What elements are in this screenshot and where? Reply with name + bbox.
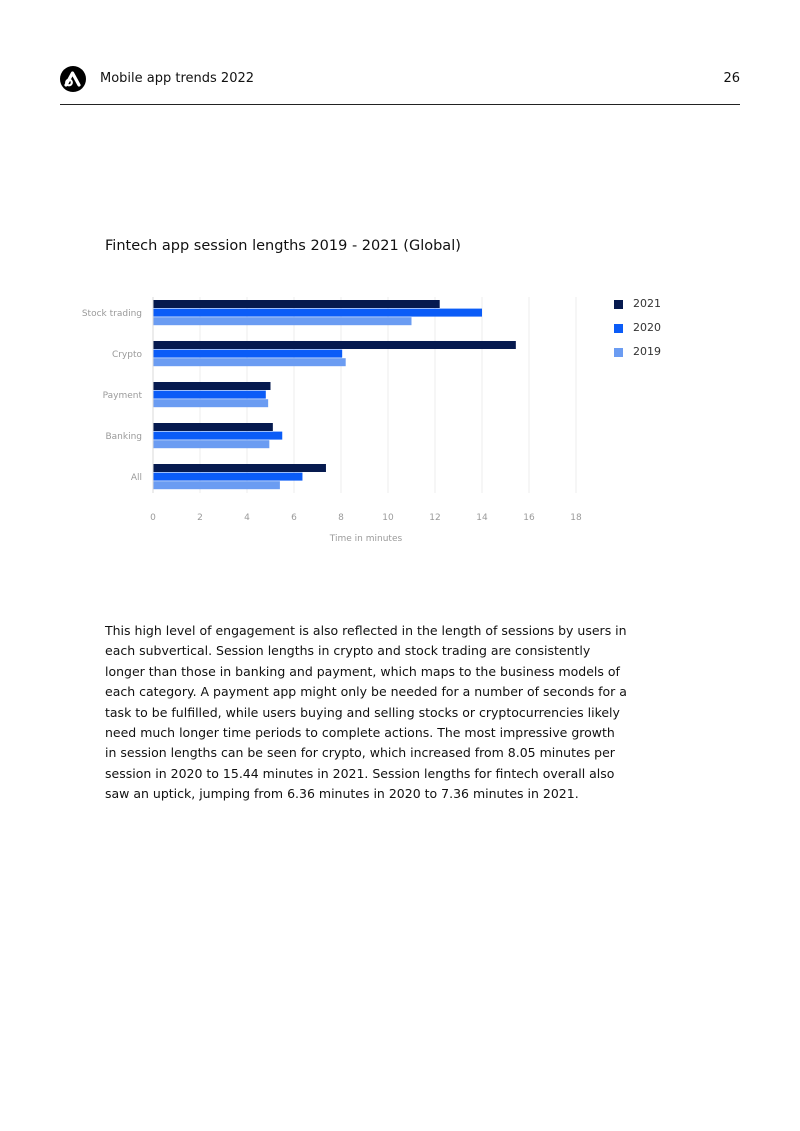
x-tick-label: 12: [429, 513, 441, 523]
bar-2019: [154, 358, 346, 366]
x-tick-label: 14: [476, 513, 488, 523]
chart-title: Fintech app session lengths 2019 - 2021 (Global): [105, 238, 461, 254]
bar-2019: [154, 481, 280, 489]
x-tick-label: 4: [244, 513, 250, 523]
bar-2021: [154, 341, 516, 349]
x-tick-label: 6: [291, 513, 297, 523]
page-number: 26: [723, 71, 740, 86]
header-divider: [60, 104, 740, 105]
x-tick-label: 0: [150, 513, 156, 523]
x-tick-label: 8: [338, 513, 344, 523]
legend-swatch: [614, 300, 623, 309]
bar-2021: [154, 300, 440, 308]
legend-swatch: [614, 348, 623, 357]
body-paragraph: This high level of engagement is also reflected in the length of sessions by users in each subvertical. Session lengths in crypto and stock trading are consistently longer than those in banking and payment, which maps to the business models of each category. A payment app might only be needed for a number of seconds for a task to be fulfilled, while users buying and selling stocks or cryptocurrencies likely need much longer time periods to complete actions. The most impressive growth in session lengths can be seen for crypto, which increased from 8.05 minutes per session in 2020 to 15.44 minutes in 2021. Session lengths for fintech overall also saw an uptick, jumping from 6.36 minutes in 2020 to 7.36 minutes in 2021.: [105, 623, 627, 802]
bar-2019: [154, 317, 412, 325]
bar-2021: [154, 464, 326, 472]
bar-2020: [154, 473, 303, 481]
category-label: All: [130, 472, 142, 483]
bar-2020: [154, 350, 343, 358]
category-label: Banking: [105, 431, 142, 442]
bar-2021: [154, 382, 271, 390]
bar-2020: [154, 432, 283, 440]
bar-2020: [154, 309, 483, 317]
x-axis-label: Time in minutes: [329, 534, 403, 544]
x-tick-label: 16: [523, 513, 535, 523]
x-tick-label: 2: [197, 513, 203, 523]
category-label: Payment: [102, 390, 142, 401]
category-label: Crypto: [111, 349, 142, 360]
bar-2019: [154, 440, 270, 448]
bar-chart: [60, 280, 600, 555]
bar-2020: [154, 391, 266, 399]
x-tick-label: 18: [570, 513, 582, 523]
bar-2019: [154, 399, 269, 407]
legend-label: 2020: [633, 321, 661, 334]
legend-label: 2021: [633, 297, 661, 310]
bar-2021: [154, 423, 273, 431]
page-header: [60, 66, 740, 92]
legend-label: 2019: [633, 345, 661, 358]
category-label: Stock trading: [81, 308, 142, 319]
adjust-logo-icon: [60, 66, 86, 92]
document-title: Mobile app trends 2022: [100, 71, 255, 86]
legend-swatch: [614, 324, 623, 333]
x-tick-label: 10: [382, 513, 394, 523]
